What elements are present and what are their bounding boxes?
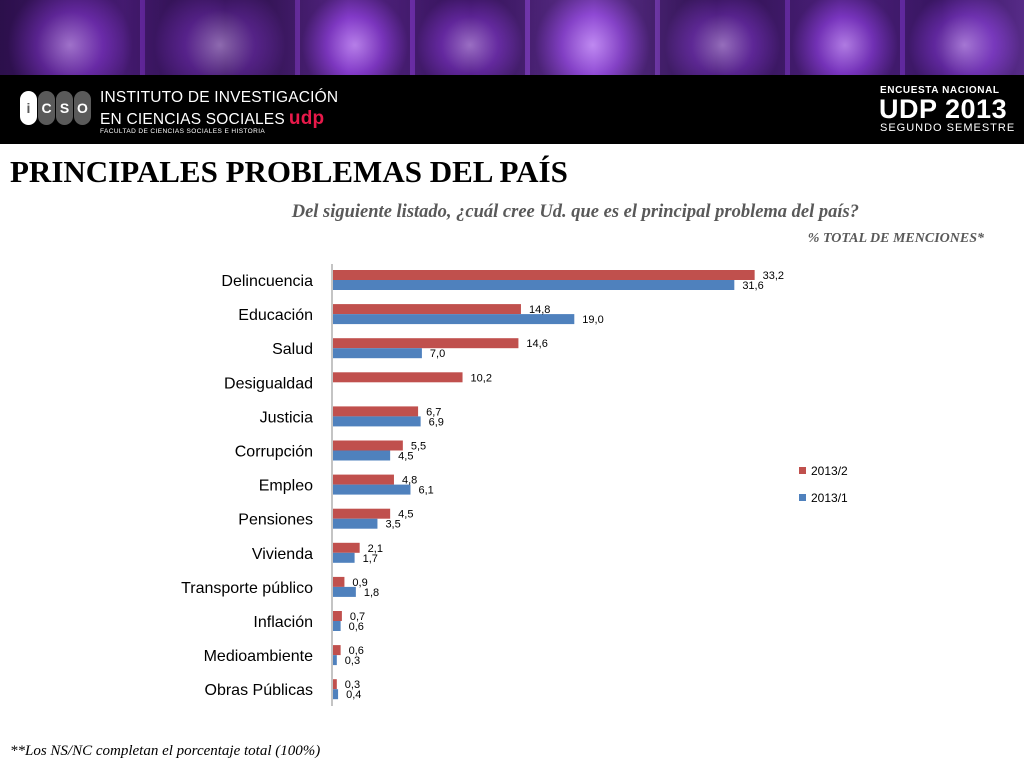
value-label-inflacion-2013-1: 0,6 [348,621,364,633]
institute-name-line1: INSTITUTO DE INVESTIGACIÓN [100,89,339,106]
category-label-salud: Salud [272,341,313,359]
value-label-corrupcion-2013-1: 4,5 [398,450,414,463]
institute-name-line2-text: EN CIENCIAS SOCIALES [100,111,285,128]
bar-salud-2013-1 [333,348,422,358]
bar-empleo-2013-2 [333,475,394,485]
bar-desigualdad-2013-2 [333,372,463,382]
value-label-salud-2013-2: 14,6 [526,338,548,351]
footnote: **Los NS/NC completan el porcentaje total (100%) [10,743,321,759]
logo-letter-c: C [38,91,55,125]
logo-letter-o: O [74,91,91,125]
bar-inflacion-2013-1 [333,621,341,631]
category-label-corrupcion: Corrupción [234,443,313,461]
bar-salud-2013-2 [333,338,518,348]
value-label-delincuencia-2013-1: 31,6 [742,280,764,292]
value-label-corrupcion-2013-2: 5,5 [410,440,427,453]
bar-pensiones-2013-2 [333,509,390,519]
category-label-medioambiente: Medioambiente [203,648,313,666]
logo-letter-i: i [20,91,37,125]
value-label-vivienda-2013-2: 2,1 [367,542,383,555]
bar-inflacion-2013-2 [333,611,342,621]
bar-corrupcion-2013-2 [333,441,403,451]
legend-label-2013-1: 2013/1 [811,491,848,505]
chart-legend [799,464,848,505]
value-label-vivienda-2013-1: 1,7 [362,552,378,565]
chart-bars [333,270,755,702]
bar-transporte-publico-2013-2 [333,577,344,587]
value-label-medioambiente-2013-2: 0,6 [348,645,364,658]
legend-label-2013-2: 2013/2 [811,464,848,478]
value-label-pensiones-2013-1: 3,5 [385,518,401,531]
value-label-pensiones-2013-2: 4,5 [398,508,414,521]
value-label-obras-publicas-2013-1: 0,4 [346,689,362,702]
category-label-obras-publicas: Obras Públicas [204,682,313,700]
faculty-name: FACULTAD DE CIENCIAS SOCIALES E HISTORIA [100,128,266,135]
value-label-transporte-publico-2013-1: 1,8 [363,586,380,599]
bar-educacion-2013-2 [333,304,521,314]
survey-title: ENCUESTA NACIONAL [880,85,1000,96]
legend-swatch-2013-2 [799,467,806,474]
bar-vivienda-2013-1 [333,553,355,563]
page-title: PRINCIPALES PROBLEMAS DEL PAÍS [10,154,568,189]
udp-logo: udp [288,108,325,129]
value-label-educacion-2013-2: 14,8 [528,304,551,317]
category-label-inflacion: Inflación [253,614,313,631]
value-label-empleo-2013-2: 4,8 [401,474,418,487]
value-labels [345,270,784,701]
bar-vivienda-2013-2 [333,543,360,553]
bar-delincuencia-2013-1 [333,280,734,290]
bar-obras-publicas-2013-2 [333,679,337,689]
bar-pensiones-2013-1 [333,519,377,529]
category-label-desigualdad: Desigualdad [224,375,313,393]
value-label-justicia-2013-1: 6,9 [428,416,444,429]
bar-justicia-2013-2 [333,406,418,416]
bar-medioambiente-2013-2 [333,645,341,655]
category-label-pensiones: Pensiones [238,511,313,529]
bar-obras-publicas-2013-1 [333,689,338,699]
value-label-justicia-2013-2: 6,7 [426,406,442,419]
category-labels [181,273,313,699]
survey-question: Del siguiente listado, ¿cuál cree Ud. que es el principal problema del país? [291,202,859,222]
value-label-obras-publicas-2013-2: 0,3 [344,679,361,692]
total-mentions-label: % TOTAL DE MENCIONES* [807,231,984,246]
value-label-inflacion-2013-2: 0,7 [349,611,366,623]
value-label-medioambiente-2013-1: 0,3 [344,655,361,668]
value-label-salud-2013-1: 7,0 [429,348,446,361]
bar-delincuencia-2013-2 [333,270,755,280]
category-label-transporte-publico: Transporte público [181,579,313,597]
bar-corrupcion-2013-1 [333,451,390,461]
category-label-empleo: Empleo [258,477,313,495]
category-label-justicia: Justicia [259,409,313,427]
category-label-delincuencia: Delincuencia [221,273,313,290]
bar-justicia-2013-1 [333,416,421,426]
legend-swatch-2013-1 [799,494,806,501]
logo-letter-s: S [56,91,73,125]
value-label-delincuencia-2013-2: 33,2 [762,270,785,282]
value-label-desigualdad-2013-2: 10,2 [470,372,492,385]
bar-empleo-2013-1 [333,485,410,495]
bar-medioambiente-2013-1 [333,655,337,665]
category-label-vivienda: Vivienda [251,545,313,563]
value-label-educacion-2013-1: 19,0 [582,314,604,327]
value-label-transporte-publico-2013-2: 0,9 [352,576,368,589]
survey-year: UDP 2013 [879,94,1008,124]
category-label-educacion: Educación [238,307,313,325]
value-label-empleo-2013-1: 6,1 [418,484,434,497]
survey-semester: SEGUNDO SEMESTRE [880,122,1016,134]
